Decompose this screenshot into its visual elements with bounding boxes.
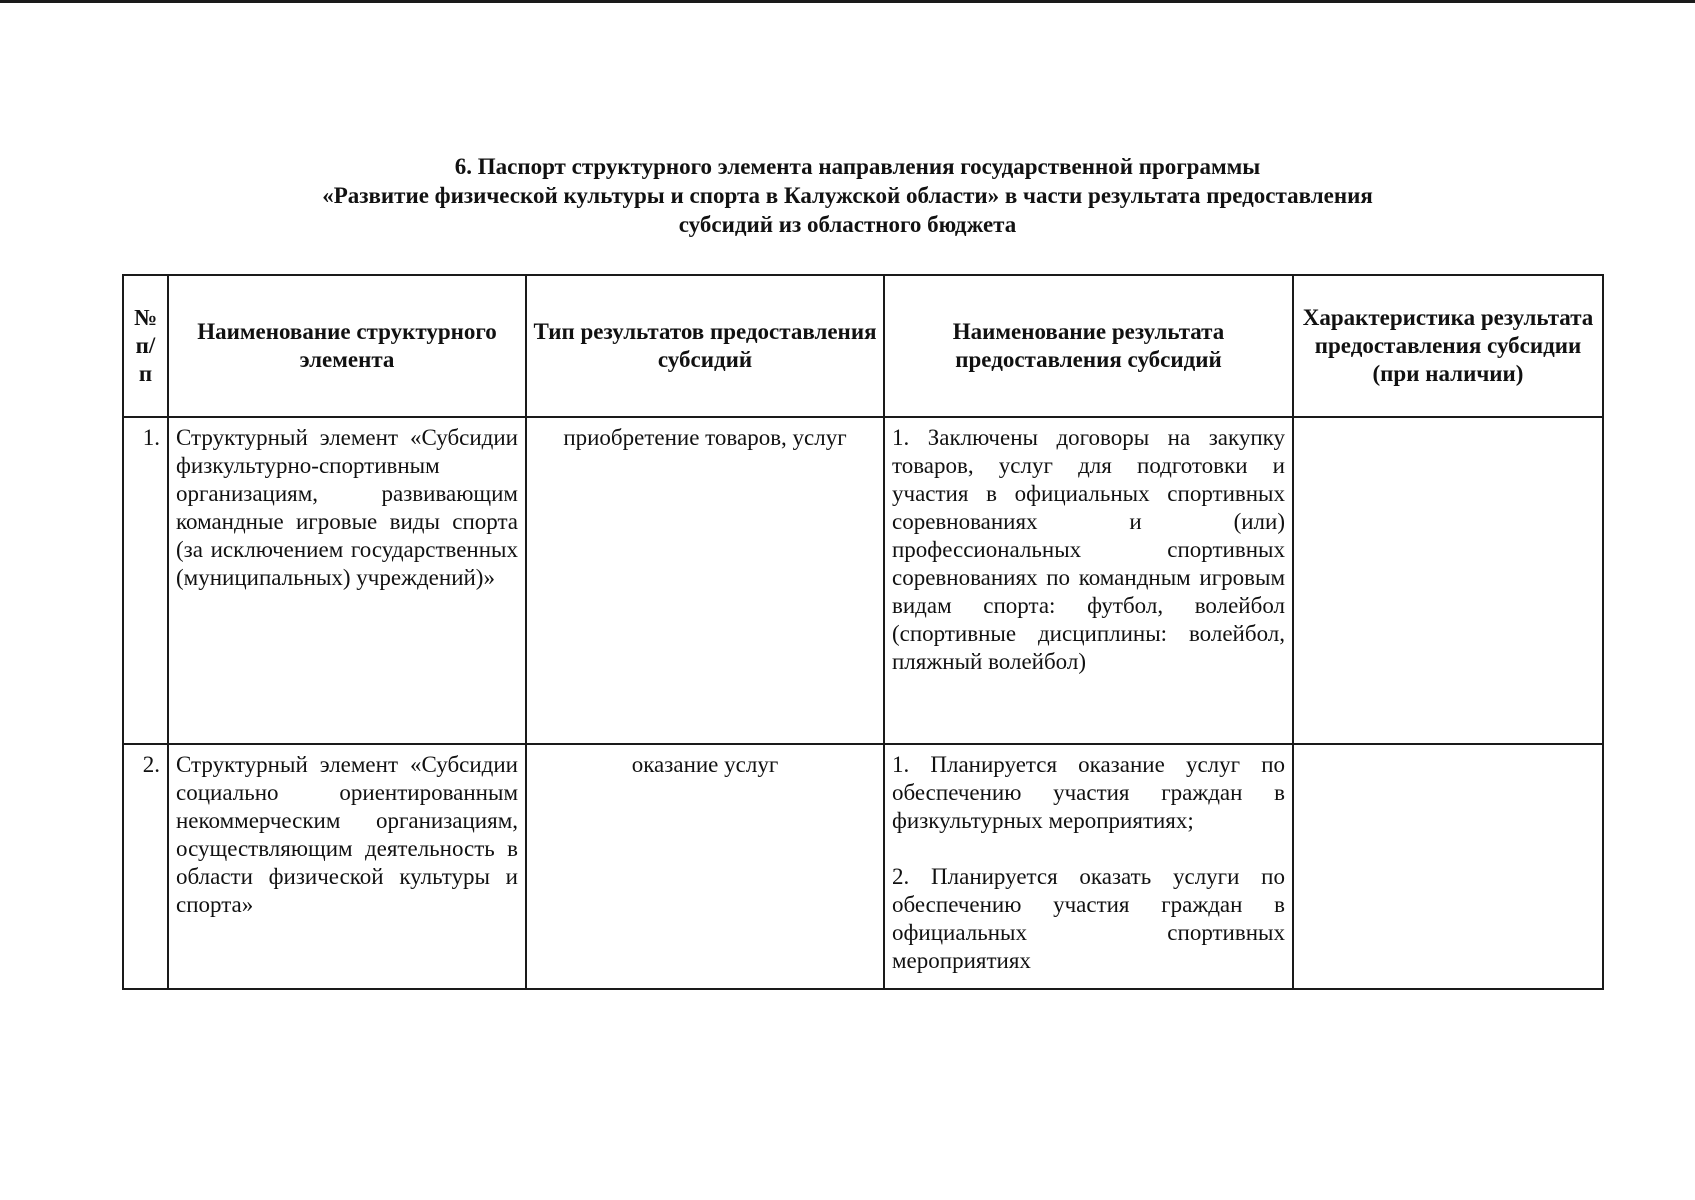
paragraph-spacer	[892, 835, 1285, 863]
result-name-paragraph-2: 2. Планируется оказать услуги по обеспечению участия граждан в официальных спортивных мероприятиях	[892, 864, 1285, 973]
header-result-type: Тип результатов предоставления субсидий	[526, 275, 884, 417]
passport-table	[122, 274, 1604, 990]
title-line-2: «Развитие физической культуры и спорта в Калужской области» в части результата предоставления	[322, 183, 1373, 208]
result-type: приобретение товаров, услуг	[526, 417, 884, 744]
header-element-name: Наименование структурного элемента	[168, 275, 526, 417]
header-result-name: Наименование результата предоставления субсидий	[884, 275, 1293, 417]
structural-element-name: Структурный элемент «Субсидии физкультурно-спортивным организациям, развивающим командные игровые виды спорта (за исключением государственных (муниципальных) учреждений)»	[168, 417, 526, 744]
title-line-3: субсидий из областного бюджета	[678, 212, 1017, 237]
document-title	[0, 152, 1695, 239]
row-number: 1.	[123, 417, 168, 744]
row-number: 2.	[123, 744, 168, 989]
result-characteristic	[1293, 417, 1603, 744]
table-header-row	[123, 275, 1603, 417]
title-line-1: 6. Паспорт структурного элемента направления государственной программы	[454, 154, 1261, 179]
header-characteristic: Характеристика результата предоставления субсидии (при наличии)	[1293, 275, 1603, 417]
result-name-paragraph-1: 1. Планируется оказание услуг по обеспечению участия граждан в физкультурных мероприятиях;	[892, 752, 1285, 833]
header-num: № п/п	[123, 275, 168, 417]
result-name	[884, 744, 1293, 989]
structural-element-name: Структурный элемент «Субсидии социально ориентированным некоммерческим организациям, осуществляющим деятельность в области физической культуры и спорта»	[168, 744, 526, 989]
result-type: оказание услуг	[526, 744, 884, 989]
result-name	[884, 417, 1293, 744]
table-row	[123, 744, 1603, 989]
result-characteristic	[1293, 744, 1603, 989]
table-row	[123, 417, 1603, 744]
result-name-paragraph: 1. Заключены договоры на закупку товаров, услуг для подготовки и участия в официальных спортивных соревнованиях и (или) профессиональных спортивных соревнованиях по командным игровым видам спорта: футбол, волейбол (спортивные дисциплины: волейбол, пляжный волейбол)	[892, 425, 1285, 674]
top-border-line	[0, 0, 1695, 3]
